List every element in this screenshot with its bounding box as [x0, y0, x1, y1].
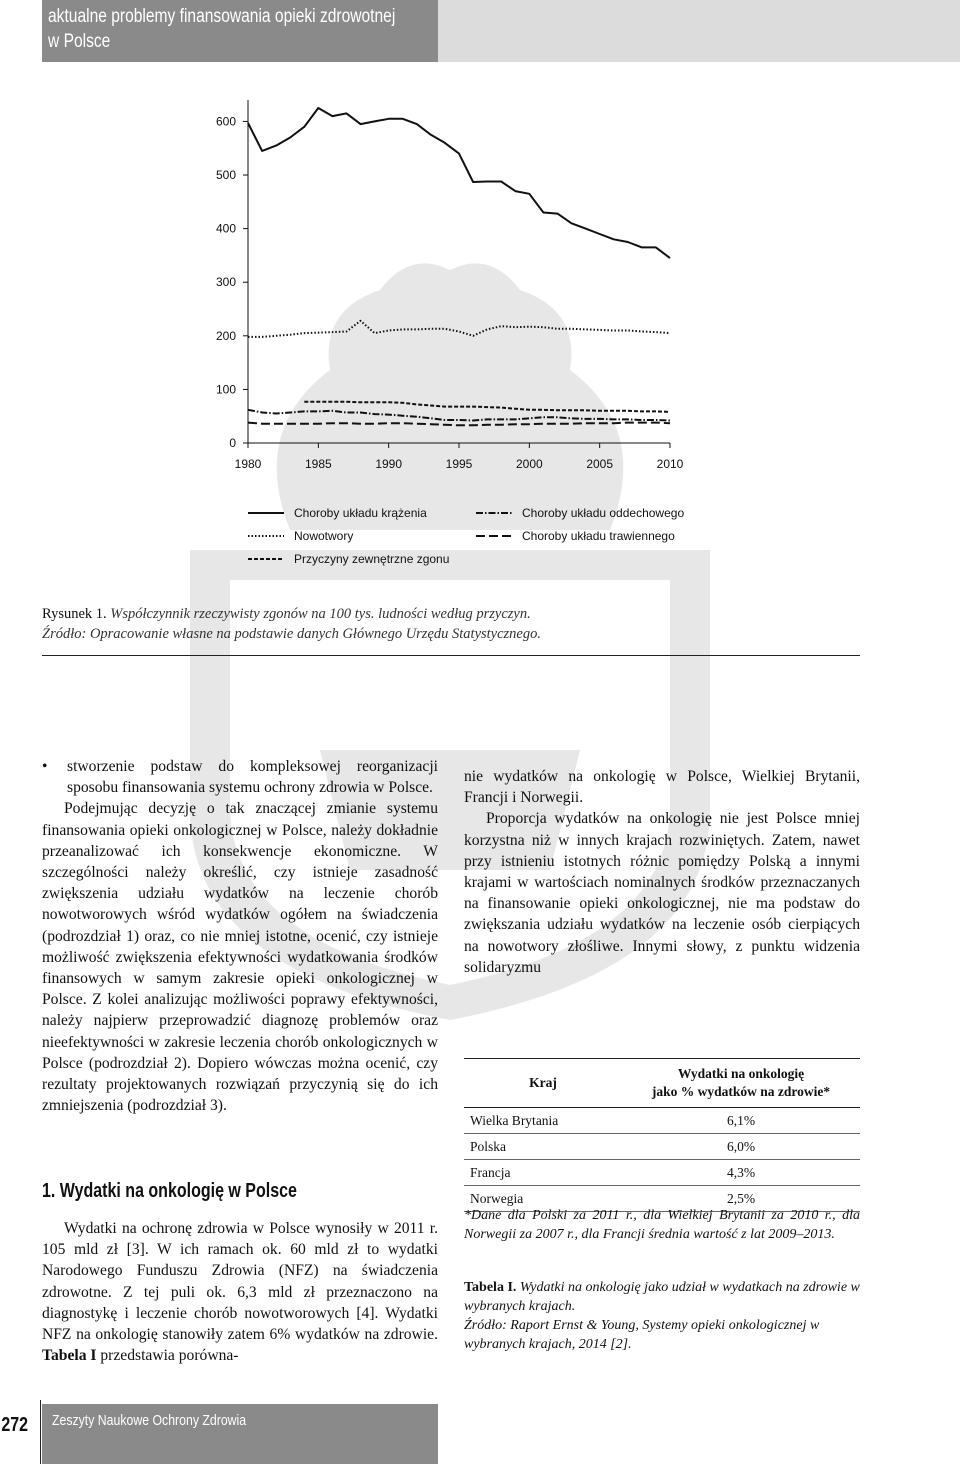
page-number: 272	[1, 1413, 29, 1436]
table-caption-text: Wydatki na onkologię jako udział w wydatkach na zdrowie w wybranych krajach.	[464, 1280, 860, 1314]
table-caption-source: Źródło: Raport Ernst & Young, Systemy opieki onkologicznej w wybranych krajach, 2014 [2].	[464, 1318, 820, 1352]
y-tick-label: 600	[215, 114, 236, 129]
table-header-spending-line1: Wydatki na onkologię	[677, 1066, 805, 1081]
table-row	[464, 1108, 860, 1134]
table-cell-value: 4,3%	[622, 1160, 860, 1186]
table-caption	[464, 1278, 860, 1354]
table-cell-value: 6,0%	[622, 1134, 860, 1160]
table-cell-value: 2,5%	[622, 1186, 860, 1212]
page-number-box	[0, 1400, 30, 1450]
legend-item-respiratory	[476, 506, 684, 520]
table-cell-country: Polska	[464, 1134, 622, 1160]
legend-short-dash-line-icon	[248, 555, 284, 563]
running-header-line1: aktualne problemy finansowania opieki zdrowotnej	[48, 6, 396, 27]
table-header-row	[464, 1059, 860, 1108]
legend-item-external	[248, 552, 449, 566]
paragraph: Proporcja wydatków na onkologię nie jest Polsce mniej korzystna niż w innych krajach rozwiniętych. Zatem, nawet przy istnieniu istotnych różnic pomiędzy Polską a innymi krajami w wartościach nominalnych środków przeznaczanych na finansowanie opieki onkologicznej, nie ma podstaw do zwiększania udziału wydatków na leczenie osób cierpiących na nowotwory złośliwe. Innymi słowy, z punktu widzenia solidaryzmu	[464, 810, 860, 976]
legend-item-cancer	[248, 529, 353, 543]
table-cell-country: Norwegia	[464, 1186, 622, 1212]
paragraph: nie wydatków na onkologię w Polsce, Wielkiej Brytanii, Francji i Norwegii.	[464, 768, 860, 807]
mortality-line-chart	[200, 90, 720, 490]
paragraph	[42, 1218, 438, 1366]
figure-caption-label: Rysunek 1.	[42, 606, 107, 622]
legend-dash-dot-line-icon	[476, 509, 512, 517]
y-tick-label: 500	[215, 168, 236, 183]
table-header-spending-line2: jako % wydatków na zdrowie*	[651, 1084, 831, 1099]
y-tick-label: 300	[215, 275, 236, 290]
x-tick-label: 1985	[304, 457, 332, 471]
y-tick-label: 0	[229, 436, 236, 450]
legend-long-dash-line-icon	[476, 532, 512, 540]
x-tick-label: 2000	[515, 457, 543, 471]
y-tick-label: 400	[215, 221, 236, 236]
table-caption-label: Tabela I.	[464, 1280, 517, 1295]
bullet-text: stworzenie podstaw do kompleksowej reorganizacji sposobu finansowania systemu ochrony zdrowia w Polsce.	[67, 758, 438, 797]
legend-label: Nowotwory	[294, 529, 354, 543]
running-header-line2: w Polsce	[48, 31, 111, 52]
table-cell-value: 6,1%	[622, 1108, 860, 1134]
running-header-title	[48, 4, 395, 54]
y-tick-label: 200	[215, 328, 236, 343]
table-footnote: *Dane dla Polski za 2011 r., dla Wielkiej Brytanii za 2010 r., dla Norwegii za 2007 r., dla Francji średnia wartość z lat 2009–2013.	[464, 1208, 860, 1242]
right-column	[464, 766, 860, 978]
figure-caption-source: Źródło: Opracowanie własne na podstawie danych Głównego Urzędu Statystycznego.	[42, 626, 541, 642]
legend-label: Choroby układu trawiennego	[522, 529, 675, 543]
series-external-line	[304, 402, 670, 412]
legend-item-digestive	[476, 529, 675, 543]
x-tick-label: 2005	[586, 457, 614, 471]
y-tick-label: 100	[215, 382, 236, 397]
left-column	[42, 756, 438, 1116]
running-footer	[42, 1404, 438, 1464]
table-row	[464, 1134, 860, 1160]
legend-label: Choroby układu krążenia	[294, 506, 427, 520]
series-circulatory-line	[248, 108, 670, 258]
chart-legend	[248, 500, 718, 576]
figure-caption	[42, 604, 862, 644]
running-header	[42, 0, 438, 62]
legend-dotted-line-icon	[248, 532, 284, 540]
paragraph: Podejmując decyzję o tak znaczącej zmianie systemu finansowania opieki onkologicznej w Polsce, należy dokładnie przeanalizować ich konsekwencje ekonomiczne. W szczególności należy określić, czy istnieje zasadność zwiększenia udziału wydatków na leczenie chorób nowotworowych wśród wydatków ogółem na świadczenia (podrozdział 1) oraz, co nie mniej istotne, ocenić, czy istnieje możliwość zwiększenia efektywności wydatkowania środków finansowych w samym zakresie opieki onkologicznej w Polsce. Z kolei analizując możliwości poprawy efektywności, należy najpierw przeprowadzić diagnozę problemów oraz nieefektywności w zakresie leczenia chorób onkologicznych w Polsce (podrozdział 2). Dopiero wówczas można ocenić, czy rezultaty projektowanych rozwiązań przyczynią się do ich zmniejszenia (podrozdział 3).	[42, 800, 438, 1115]
legend-label: Przyczyny zewnętrzne zgonu	[294, 552, 450, 566]
bullet-icon: •	[42, 758, 48, 775]
caption-divider	[42, 655, 860, 656]
paragraph-text: przedstawia porówna-	[96, 1347, 239, 1365]
oncology-spending-table	[464, 1058, 860, 1212]
table-header-country: Kraj	[464, 1059, 622, 1108]
left-column-section	[42, 1218, 438, 1366]
table-row	[464, 1160, 860, 1186]
x-tick-label: 2010	[656, 457, 684, 471]
footer-divider	[40, 1400, 41, 1464]
section-heading: 1. Wydatki na onkologię w Polsce	[42, 1180, 297, 1202]
table-cell-country: Wielka Brytania	[464, 1108, 622, 1134]
legend-item-circulatory	[248, 506, 427, 520]
paragraph-text: Wydatki na ochronę zdrowia w Polsce wynosiły w 2011 r. 105 mld zł [3]. W ich ramach ok. 60 mld zł to wydatki Narodowego Funduszu Zdrowia (NFZ) na świadczenia zdrowotne. Z tej puli ok. 6,3 mld zł przeznaczono na diagnostykę i leczenie chorób nowotworowych [4]. Wydatki NFZ na onkologię stanowiły zatem 6% wydatków na zdrowie.	[42, 1220, 438, 1344]
x-tick-label: 1990	[375, 457, 403, 471]
series-cancer-line	[248, 321, 670, 337]
x-tick-label: 1995	[445, 457, 473, 471]
x-tick-label: 1980	[234, 457, 262, 471]
table-header-spending	[622, 1059, 860, 1108]
journal-title: Zeszyty Naukowe Ochrony Zdrowia	[52, 1412, 247, 1429]
header-band	[438, 0, 960, 62]
legend-label: Choroby układu oddechowego	[522, 506, 685, 520]
series-digestive-line	[248, 423, 670, 426]
figure-caption-text: Współczynnik rzeczywisty zgonów na 100 tys. ludności według przyczyn.	[110, 606, 531, 622]
table-cell-country: Francja	[464, 1160, 622, 1186]
bullet-item	[42, 756, 438, 798]
legend-solid-line-icon	[248, 509, 284, 517]
table-reference: Tabela I	[42, 1347, 97, 1365]
